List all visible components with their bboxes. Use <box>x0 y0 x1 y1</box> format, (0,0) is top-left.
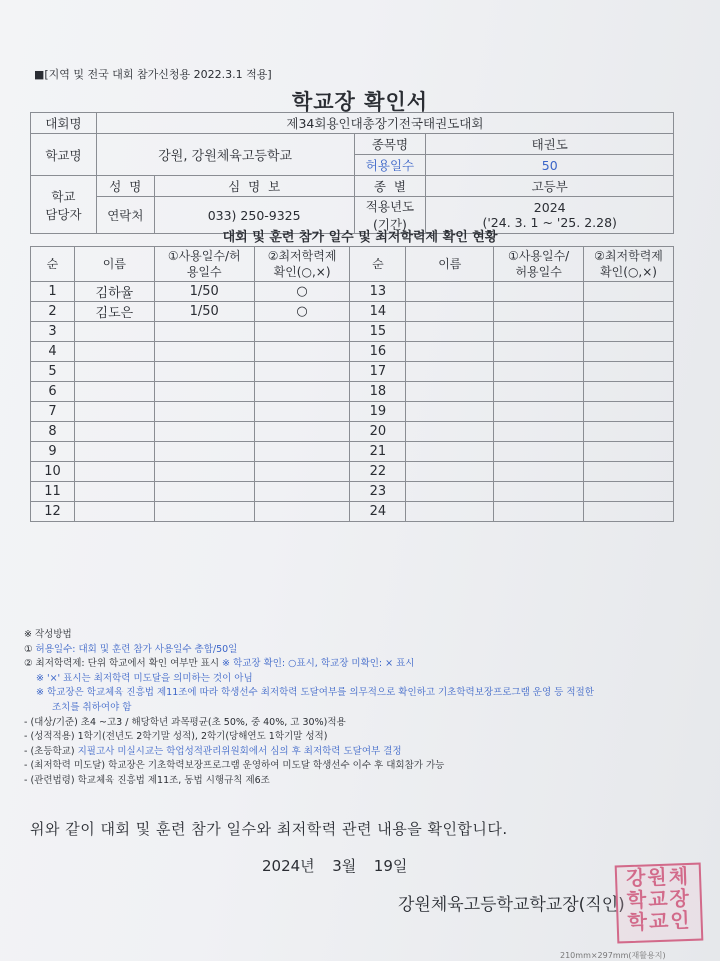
row-min-2 <box>584 442 674 462</box>
table-row <box>31 402 674 422</box>
row-no-2: 22 <box>350 462 406 482</box>
event-label: 종목명 <box>354 134 426 155</box>
stamp-line-1: 강원체 <box>625 863 691 891</box>
row-days <box>154 382 254 402</box>
row-days-2 <box>494 302 584 322</box>
note-1-prefix: ① <box>24 643 36 655</box>
row-no: 11 <box>31 482 75 502</box>
row-min <box>254 322 350 342</box>
row-no-2: 17 <box>350 362 406 382</box>
row-no: 1 <box>31 282 75 302</box>
row-days <box>154 402 254 422</box>
row-min <box>254 442 350 462</box>
row-no: 9 <box>31 442 75 462</box>
table-row <box>31 382 674 402</box>
competition-value: 제34회용인대총장기전국태권도대회 <box>96 113 673 134</box>
row-days-2 <box>494 362 584 382</box>
col-name-2: 이름 <box>406 247 494 282</box>
row-min-2 <box>584 382 674 402</box>
row-min-2 <box>584 322 674 342</box>
row-no: 3 <box>31 322 75 342</box>
section-title: 대회 및 훈련 참가 일수 및 최저학력제 확인 현황 <box>222 230 498 245</box>
row-name-2 <box>406 422 494 442</box>
row-min-2 <box>584 302 674 322</box>
notes-heading: ※ 작성방법 <box>24 629 72 640</box>
table-row <box>31 502 674 522</box>
row-name <box>74 442 154 462</box>
row-no-2: 18 <box>350 382 406 402</box>
row-no-2: 19 <box>350 402 406 422</box>
note-1 <box>24 643 594 658</box>
row-days-2 <box>494 482 584 502</box>
table-row <box>31 422 674 442</box>
official-seal-stamp <box>615 863 704 944</box>
row-days-2 <box>494 382 584 402</box>
col-min2-line2: 확인(○,×) <box>600 265 657 279</box>
row-days <box>154 502 254 522</box>
row-min: ○ <box>254 302 350 322</box>
note-2-text: ※ 학교장 확인: ○표시, 학교장 미확인: × 표시 <box>222 658 415 670</box>
participation-table <box>30 246 674 522</box>
col-min-line1: ②최저학력제 <box>267 249 337 263</box>
row-days-2 <box>494 422 584 442</box>
row-no: 2 <box>31 302 75 322</box>
row-name-2 <box>406 342 494 362</box>
row-name <box>74 342 154 362</box>
allowed-days-value: 50 <box>426 155 674 176</box>
table-row <box>31 442 674 462</box>
confirmation-statement: 위와 같이 대회 및 훈련 참가 일수와 최저학력 관련 내용을 확인합니다. <box>30 820 508 838</box>
row-name-2 <box>406 302 494 322</box>
row-min-2 <box>584 342 674 362</box>
col-min-line2: 확인(○,×) <box>273 265 331 279</box>
row-name-2 <box>406 382 494 402</box>
row-no: 5 <box>31 362 75 382</box>
row-name-2 <box>406 322 494 342</box>
row-no-2: 16 <box>350 342 406 362</box>
row-min-2 <box>584 462 674 482</box>
row-days <box>154 482 254 502</box>
note-4: ※ 학교장은 학교체육 진흥법 제11조에 따라 학생선수 최저학력 도달여부를 의무적으로 확인하고 기초학력보장프로그램 운영 등 적절한 <box>36 687 594 699</box>
contact-value: 033) 250-9325 <box>154 197 354 234</box>
row-name-2 <box>406 362 494 382</box>
col-no: 순 <box>31 247 75 282</box>
table-row <box>31 362 674 382</box>
table-row <box>31 322 674 342</box>
row-days <box>154 462 254 482</box>
row-name <box>74 482 154 502</box>
row-days-2 <box>494 462 584 482</box>
row-no: 8 <box>31 422 75 442</box>
col-min <box>254 247 350 282</box>
row-min <box>254 462 350 482</box>
note-6: - (성적적용) 1학기(전년도 2학기말 성적), 2학기(당해연도 1학기말 성적) <box>24 731 328 743</box>
table-header-row <box>31 247 674 282</box>
row-no: 7 <box>31 402 75 422</box>
table-row <box>31 282 674 302</box>
row-days-2 <box>494 342 584 362</box>
row-days <box>154 362 254 382</box>
school-value: 강원, 강원체육고등학교 <box>96 134 354 176</box>
row-min <box>254 422 350 442</box>
row-name <box>74 462 154 482</box>
row-days <box>154 322 254 342</box>
row-days: 1/50 <box>154 282 254 302</box>
row-min: ○ <box>254 282 350 302</box>
manager-label <box>31 176 97 234</box>
row-no-2: 20 <box>350 422 406 442</box>
info-table <box>30 112 674 234</box>
name-label: 성 명 <box>96 176 154 197</box>
event-value: 태권도 <box>426 134 674 155</box>
name-value: 심 명 보 <box>154 176 354 197</box>
signing-date: 2024년 3월 19일 <box>262 857 408 875</box>
table-row <box>31 342 674 362</box>
row-no-2: 23 <box>350 482 406 502</box>
row-no-2: 14 <box>350 302 406 322</box>
note-4-cont: 조치를 취하여야 함 <box>52 701 132 713</box>
note-1-text: 허용일수: 대회 및 훈련 참가 사용일수 총합/50일 <box>35 643 238 655</box>
row-name <box>74 422 154 442</box>
col-min2-line1: ②최저학력제 <box>594 249 663 263</box>
row-min <box>254 482 350 502</box>
row-min <box>254 402 350 422</box>
row-days: 1/50 <box>154 302 254 322</box>
instructions <box>24 628 594 789</box>
row-min <box>254 362 350 382</box>
row-no-2: 21 <box>350 442 406 462</box>
row-min-2 <box>584 402 674 422</box>
division-value: 고등부 <box>426 176 674 197</box>
note-3: ※ '×' 표시는 최저학력 미도달을 의미하는 것이 아님 <box>36 672 253 684</box>
col-days-line1: ①사용일수/허 <box>167 249 241 263</box>
note-7-text: 지필고사 미실시교는 학업성적관리위원회에서 심의 후 최저학력 도달여부 결정 <box>77 745 402 757</box>
row-min <box>254 382 350 402</box>
row-min-2 <box>584 482 674 502</box>
row-min-2 <box>584 282 674 302</box>
division-label: 종 별 <box>354 176 426 197</box>
row-days-2 <box>494 402 584 422</box>
row-days <box>154 342 254 362</box>
row-name-2 <box>406 282 494 302</box>
principal-signature: 강원체육고등학교학교장(직인) <box>398 895 625 915</box>
row-name <box>74 502 154 522</box>
year-label-line1: 적용년도 <box>365 199 415 214</box>
row-name-2 <box>406 462 494 482</box>
allowed-days-label: 허용일수 <box>354 155 426 176</box>
row-no: 4 <box>31 342 75 362</box>
row-min-2 <box>584 362 674 382</box>
note-8: - (최저학력 미도달) 학교장은 기초학력보장프로그램 운영하여 미도달 학생선수 이수 후 대회참가 가능 <box>24 760 445 772</box>
row-days <box>154 442 254 462</box>
table-row <box>31 462 674 482</box>
stamp-line-2: 학교장 <box>626 885 692 913</box>
row-name <box>74 362 154 382</box>
col-min-2 <box>584 247 674 282</box>
row-name: 김하율 <box>74 282 154 302</box>
manager-label-line1: 학교 <box>51 188 76 204</box>
row-no-2: 15 <box>350 322 406 342</box>
note-5: - (대상/기준) 초4 ~고3 / 해당학년 과목평균(초 50%, 중 40%, 고 30%)적용 <box>24 716 346 728</box>
row-days <box>154 422 254 442</box>
note-7 <box>24 745 594 760</box>
row-no: 10 <box>31 462 75 482</box>
col-name: 이름 <box>74 247 154 282</box>
col-days2-line1: ①사용일수/ <box>508 249 570 263</box>
row-min-2 <box>584 422 674 442</box>
competition-label: 대회명 <box>31 113 97 134</box>
year-label-line2: (기간) <box>373 217 407 232</box>
row-name-2 <box>406 482 494 502</box>
row-name <box>74 322 154 342</box>
row-name-2 <box>406 402 494 422</box>
row-name <box>74 382 154 402</box>
note-7-prefix: - (초등학교) <box>24 745 78 757</box>
row-no: 12 <box>31 502 75 522</box>
row-days-2 <box>494 442 584 462</box>
row-no-2: 24 <box>350 502 406 522</box>
col-days-2 <box>494 247 584 282</box>
row-min <box>254 502 350 522</box>
col-days-line2: 용일수 <box>186 265 222 279</box>
col-days <box>154 247 254 282</box>
table-row <box>31 302 674 322</box>
row-no: 6 <box>31 382 75 402</box>
manager-label-line2: 담당자 <box>45 206 82 222</box>
note-2 <box>24 657 594 672</box>
row-name <box>74 402 154 422</box>
row-days-2 <box>494 322 584 342</box>
stamp-line-3: 학교인 <box>627 907 693 935</box>
row-days-2 <box>494 502 584 522</box>
row-name-2 <box>406 442 494 462</box>
row-min <box>254 342 350 362</box>
form-version-note: ■[지역 및 전국 대회 참가신청용 2022.3.1 적용] <box>34 68 272 81</box>
row-name: 김도은 <box>74 302 154 322</box>
document-title: 학교장 확인서 <box>291 90 429 114</box>
row-min-2 <box>584 502 674 522</box>
paper-size-footer: 210mm×297mm(재활용지) <box>560 951 666 960</box>
row-no-2: 13 <box>350 282 406 302</box>
col-days2-line2: 허용일수 <box>515 265 562 279</box>
school-label: 학교명 <box>31 134 97 176</box>
row-name-2 <box>406 502 494 522</box>
note-9: - (관련법령) 학교체육 진흥법 제11조, 동법 시행규칙 제6조 <box>24 774 270 786</box>
year-value-line1: 2024 <box>533 200 566 215</box>
col-no-2: 순 <box>350 247 406 282</box>
note-2-prefix: ② 최저학력제: 단위 학교에서 확인 여부만 표시 <box>24 658 223 670</box>
table-row <box>31 482 674 502</box>
row-days-2 <box>494 282 584 302</box>
year-value-line2: ('24. 3. 1 ~ '25. 2.28) <box>482 215 617 230</box>
contact-label: 연락처 <box>96 197 154 234</box>
